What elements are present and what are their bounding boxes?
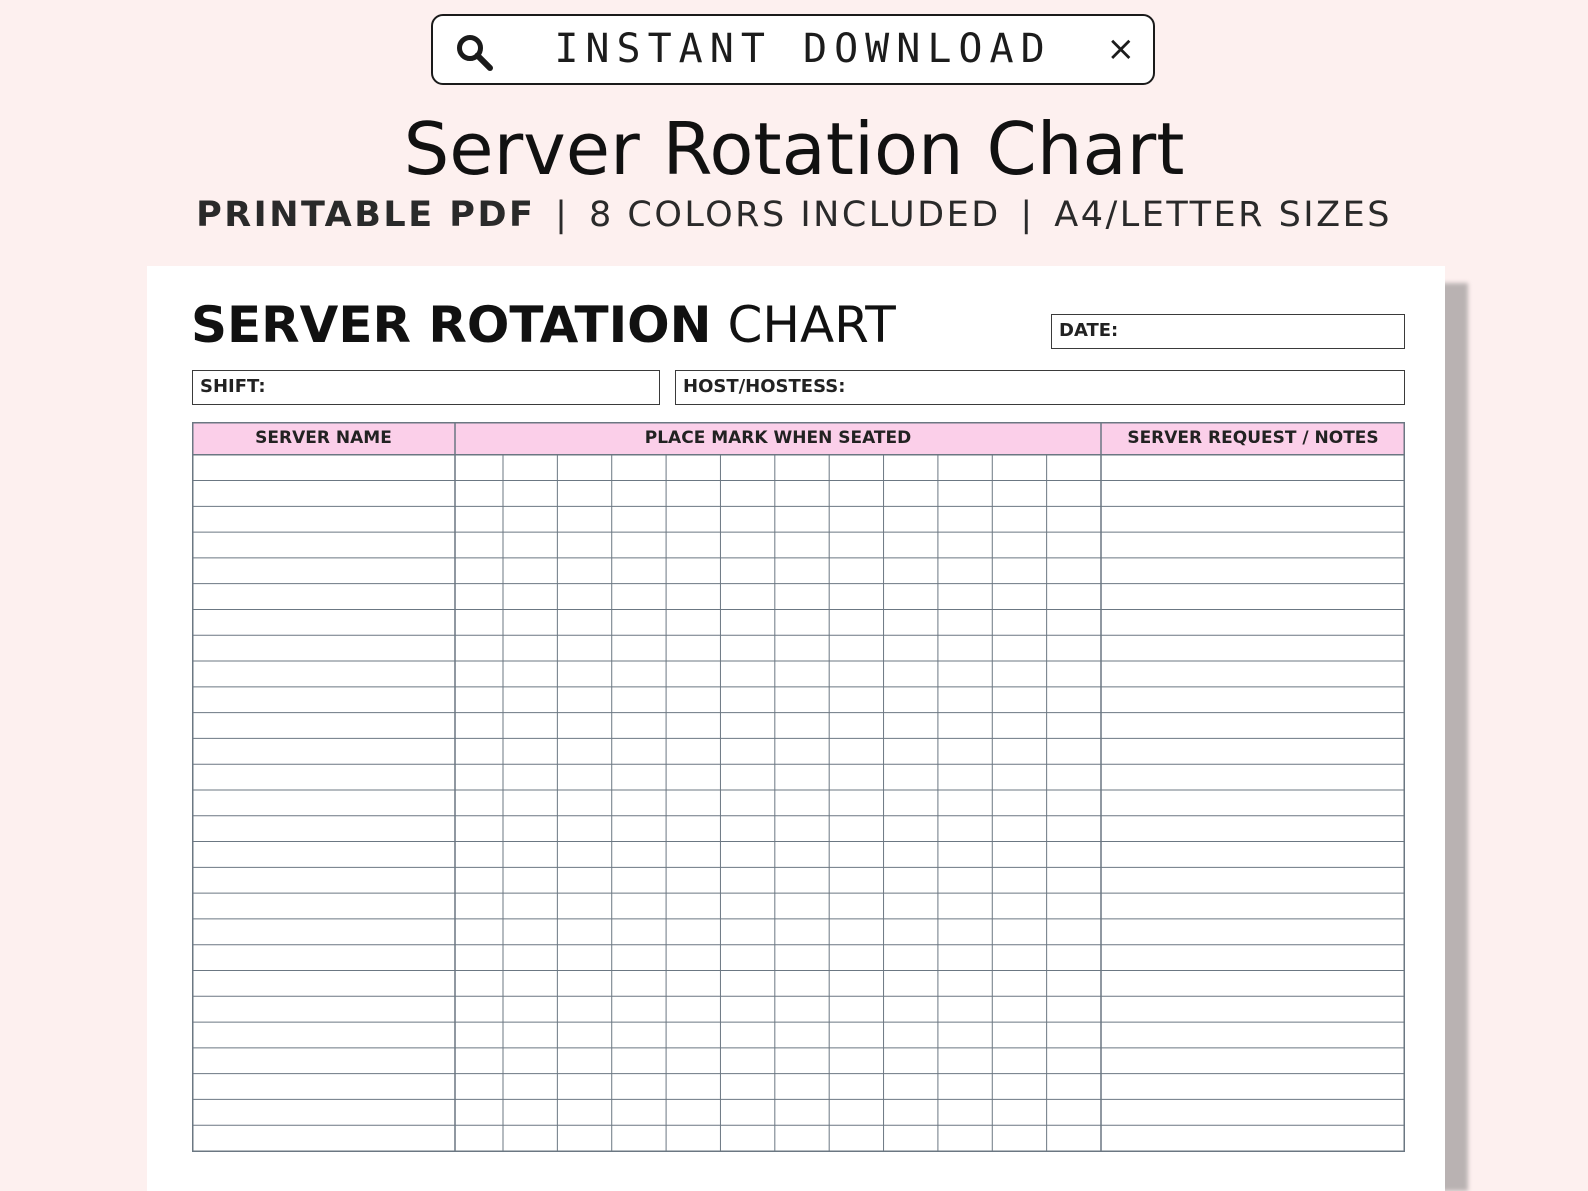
rotation-table [192,422,1405,1152]
date-label: DATE: [1059,320,1119,341]
subtitle-separator: | [1020,195,1035,235]
hero-title: Server Rotation Chart [403,107,1185,191]
subtitle-separator: | [555,195,570,235]
shift-label: SHIFT: [200,376,266,397]
host-hostess-label: HOST/HOSTESS: [683,376,846,397]
shift-field[interactable] [192,370,660,405]
date-field[interactable] [1051,314,1405,349]
magnifier-icon [455,33,495,73]
sheet-title [191,296,896,354]
banner-text: INSTANT DOWNLOAD [554,26,1052,72]
printable-sheet [147,266,1445,1191]
hero-subtitle [0,195,1588,235]
subtitle-sizes: A4/LETTER SIZES [1054,195,1392,235]
subtitle-colors: 8 COLORS INCLUDED [589,195,1001,235]
rotation-grid [192,422,1405,1152]
close-icon: × [1106,29,1135,69]
subtitle-printable-pdf: PRINTABLE PDF [196,195,536,235]
host-hostess-field[interactable] [675,370,1405,405]
instant-download-banner [431,14,1155,85]
header-place-mark: PLACE MARK WHEN SEATED [644,428,912,448]
header-server-name: SERVER NAME [255,428,392,448]
header-server-request-notes: SERVER REQUEST / NOTES [1127,428,1379,448]
sheet-title-bold: SERVER ROTATION [191,296,712,354]
sheet-title-light: CHART [727,296,896,354]
